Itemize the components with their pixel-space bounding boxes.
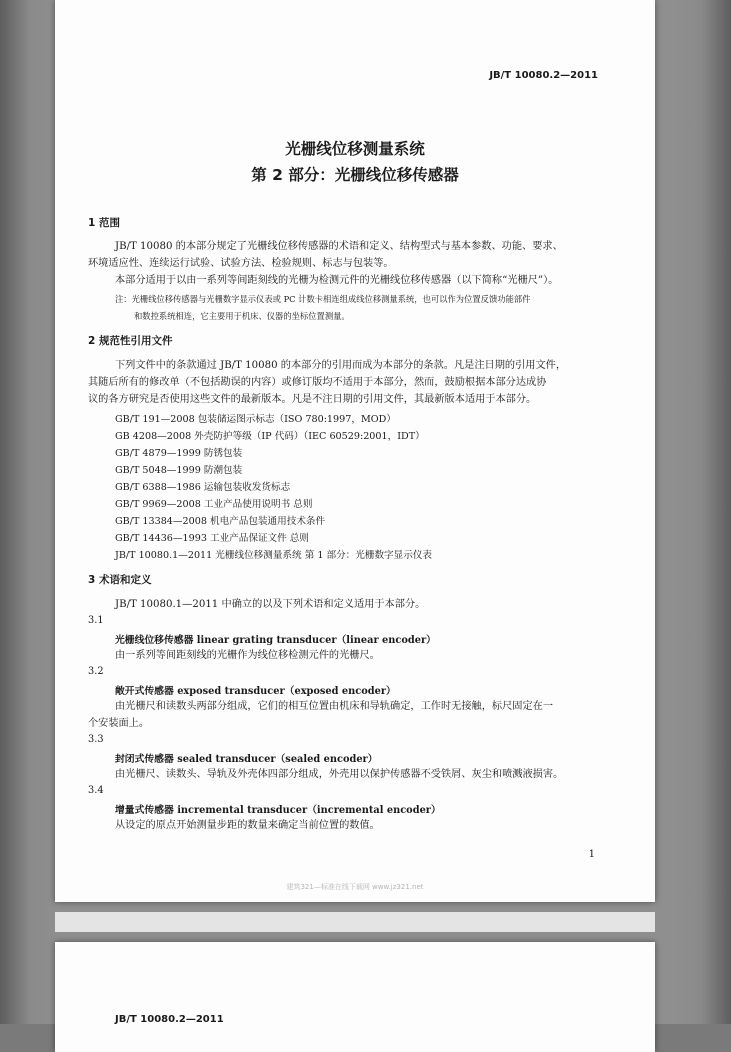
section-3-intro: JB/T 10080.1—2011 中确立的以及下列术语和定义适用于本部分。	[115, 599, 426, 610]
term-definition: 个安装面上。	[88, 718, 150, 729]
section-1-scope-paragraph: 本部分适用于以由一系列等间距刻线的光栅为检测元件的光栅线位移传感器（以下简称“光栅尺”）。	[115, 275, 559, 286]
term-definition: 由光栅尺、读数头、导轨及外壳体四部分组成，外壳用以保护传感器不受铁屑、灰尘和喷溅液损害。	[115, 769, 564, 780]
term-definition: 由一系列等间距刻线的光栅作为线位移检测元件的光栅尺。	[115, 650, 380, 661]
page-separator	[55, 912, 655, 932]
term-definition: 由光栅尺和读数头两部分组成，它们的相互位置由机床和导轨确定，工作时无接触，标尺固定在一	[115, 701, 554, 712]
clause-number: 3.3	[88, 734, 104, 745]
section-2-paragraph: 其随后所有的修改单（不包括勘误的内容）或修订版均不适用于本部分，然而，鼓励根据本部分达成协	[88, 377, 547, 388]
reference-item: JB/T 10080.1—2011 光栅线位移测量系统 第 1 部分：光栅数字显示仪表	[115, 550, 433, 561]
reference-item: GB/T 14436—1993 工业产品保证文件 总则	[115, 533, 309, 544]
section-1-heading: 1 范围	[88, 217, 120, 229]
section-1-paragraph: 环境适应性、连续运行试验、试验方法、检验规则、标志与包装等。	[88, 258, 394, 269]
term-title: 增量式传感器 incremental transducer（incremental encoder）	[115, 805, 441, 816]
term-title: 光栅线位移传感器 linear grating transducer（linear encoder）	[115, 635, 436, 646]
section-2-paragraph: 议的各方研究是否使用这些文件的最新版本。凡是不注日期的引用文件，其最新版本适用于本部分。	[88, 394, 537, 405]
reference-item: GB/T 5048—1999 防潮包装	[115, 465, 243, 476]
clause-number: 3.2	[88, 666, 104, 677]
reference-item: GB 4208—2008 外壳防护等级（IP 代码）（IEC 60529:2001，IDT）	[115, 431, 425, 442]
document-title-line2: 第 2 部分：光栅线位移传感器	[251, 166, 459, 184]
term-title: 封闭式传感器 sealed transducer（sealed encoder）	[115, 754, 378, 765]
reference-item: GB/T 13384—2008 机电产品包装通用技术条件	[115, 516, 326, 527]
term-definition: 从设定的原点开始测量步距的数量来确定当前位置的数值。	[115, 820, 380, 831]
reference-item: GB/T 4879—1999 防锈包装	[115, 448, 243, 459]
page-number: 1	[588, 849, 595, 860]
term-title: 敞开式传感器 exposed transducer（exposed encoder）	[115, 686, 396, 697]
section-3-heading: 3 术语和定义	[88, 574, 152, 586]
document-page-2[interactable]	[55, 942, 655, 1052]
standard-code: JB/T 10080.2—2011	[489, 70, 598, 81]
reference-item: GB/T 6388—1986 运输包装收发货标志	[115, 482, 291, 493]
standard-code: JB/T 10080.2—2011	[115, 1014, 224, 1025]
section-1-paragraph: JB/T 10080 的本部分规定了光栅线位移传感器的术语和定义、结构型式与基本参数、功能、要求、	[115, 241, 563, 252]
reference-item: GB/T 191—2008 包装储运图示标志（ISO 780:1997，MOD）	[115, 414, 396, 425]
reference-item: GB/T 9969—2008 工业产品使用说明书 总则	[115, 499, 313, 510]
section-2-paragraph: 下列文件中的条款通过 JB/T 10080 的本部分的引用而成为本部分的条款。凡是注日期的引用文件，	[115, 360, 567, 371]
document-title-line1: 光栅线位移测量系统	[285, 140, 425, 158]
section-1-note: 注：光栅线位移传感器与光栅数字显示仪表或 PC 计数卡相连组成线位移测量系统，也可以作为位置反馈功能部件	[115, 294, 531, 304]
clause-number: 3.4	[88, 785, 104, 796]
document-page-1[interactable]	[55, 0, 655, 902]
section-1-note: 和数控系统相连，它主要用于机床、仪器的坐标位置测量。	[134, 311, 350, 321]
section-2-heading: 2 规范性引用文件	[88, 335, 173, 347]
watermark: 建筑321—标准在线下载网 www.jz321.net	[286, 883, 424, 891]
clause-number: 3.1	[88, 615, 104, 626]
